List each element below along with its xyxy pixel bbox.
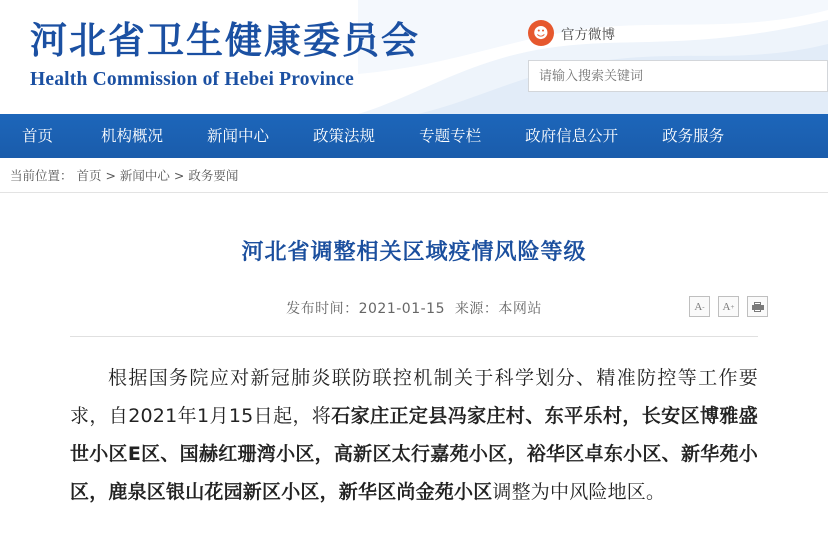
main-navigation	[0, 114, 828, 158]
article-meta	[70, 296, 758, 322]
nav-item-news[interactable]: 新闻中心	[207, 127, 270, 145]
font-increase-label: A	[722, 300, 731, 313]
source-label: 来源：	[454, 301, 499, 317]
weibo-label: 官方微博	[561, 27, 615, 43]
weibo-icon: ☻	[528, 20, 554, 46]
nav-item-overview[interactable]: 机构概况	[101, 127, 164, 145]
print-button[interactable]	[747, 296, 768, 317]
article-paragraph-highlight: 石家庄正定县冯家庄村、东平乐村，长安区博雅盛世小区E区、国赫红珊湾小区，高新区太行嘉苑小区，裕华区卓东小区、新华苑小区，鹿泉区银山花园新区小区，新华区尚金苑小区	[70, 405, 758, 503]
article-paragraph-part1: 根据国务院应对新冠肺炎联防联控机制关于科学划分、精准防控等工作要求，自2021年1月15日起，将	[70, 367, 758, 427]
font-decrease-sup: -	[702, 302, 705, 311]
nav-item-topics[interactable]: 专题专栏	[419, 127, 482, 145]
search-input[interactable]	[529, 61, 827, 91]
source-value: 本网站	[498, 301, 542, 317]
site-header	[0, 0, 828, 114]
publish-time-value: 2021-01-15	[358, 301, 445, 317]
article-divider	[70, 336, 758, 337]
article-meta-text	[70, 296, 758, 322]
breadcrumb-text[interactable]: 当前位置： 首页 > 新闻中心 > 政务要闻	[10, 168, 239, 183]
weibo-link[interactable]	[498, 20, 828, 46]
article-tools	[689, 296, 768, 317]
site-brand[interactable]	[30, 18, 420, 91]
nav-item-services[interactable]: 政务服务	[662, 127, 725, 145]
article-paragraph-part2: 调整为中风险地区。	[492, 481, 666, 503]
nav-item-gov-info[interactable]: 政府信息公开	[525, 127, 619, 145]
brand-name-cn: 河北省卫生健康委员会	[30, 19, 420, 62]
brand-name-en: Health Commission of Hebei Province	[30, 69, 355, 91]
header-utilities	[498, 20, 828, 92]
font-decrease-label: A	[694, 300, 703, 313]
article	[0, 235, 828, 511]
font-increase-sup: +	[730, 302, 735, 311]
publish-time-label: 发布时间：	[286, 301, 359, 317]
font-increase-button[interactable]	[718, 296, 739, 317]
nav-item-home[interactable]: 首页	[22, 127, 54, 145]
article-body	[70, 359, 758, 511]
page-title: 河北省调整相关区域疫情风险等级	[241, 240, 587, 265]
search-box[interactable]	[528, 60, 828, 92]
printer-icon	[752, 302, 764, 312]
breadcrumb	[0, 158, 828, 193]
nav-item-policy[interactable]: 政策法规	[313, 127, 376, 145]
font-decrease-button[interactable]	[689, 296, 710, 317]
